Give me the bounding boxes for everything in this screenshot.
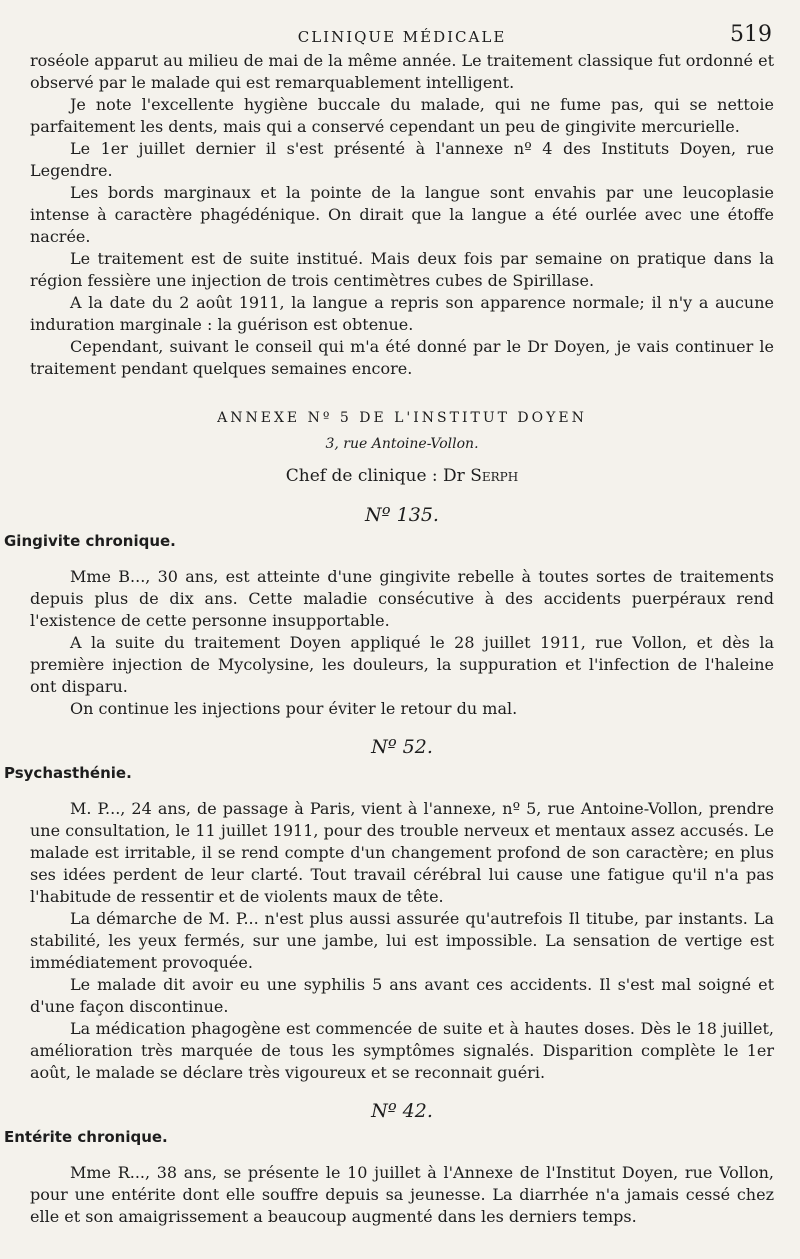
paragraph: Mme R..., 38 ans, se présente le 10 juillet à l'Annexe de l'Institut Doyen, rue Vollon, pour une entérite dont elle souffre depuis sa jeunesse. La diarrhée n'a jamais cessé chez elle et son amaigrissement a beaucoup augmenté dans les derniers temps. bbox=[30, 1163, 774, 1226]
paragraph: On continue les injections pour éviter le retour du mal. bbox=[70, 699, 518, 718]
case-title: Psychasthénie. bbox=[4, 764, 132, 782]
clinic-chief-label: Chef de clinique : Dr bbox=[285, 466, 465, 486]
paragraph: Le traitement est de suite institué. Mais deux fois par semaine on pratique dans la région fessière une injection de trois centimètres cubes de Spirillase. bbox=[30, 249, 774, 290]
paragraph: Le malade dit avoir eu une syphilis 5 ans avant ces accidents. Il s'est mal soigné et d'une façon discontinue. bbox=[30, 975, 774, 1016]
case-number: Nº 42. bbox=[371, 1100, 433, 1122]
clinic-chief bbox=[30, 466, 774, 486]
paragraph: Mme B..., 30 ans, est atteinte d'une gingivite rebelle à toutes sortes de traitements depuis plus de dix ans. Cette maladie consécutive à des accidents puerpéraux rend l'existence de cette personne insupportable. bbox=[30, 567, 774, 630]
case-number: Nº 135. bbox=[365, 504, 439, 526]
paragraph: roséole apparut au milieu de mai de la même année. Le traitement classique fut ordonné et observé par le malade qui est remarquablement intelligent. bbox=[30, 51, 774, 92]
case-body bbox=[30, 566, 774, 720]
paragraph: Les bords marginaux et la pointe de la langue sont envahis par une leucoplasie intense à caractère phagédénique. On dirait que la langue a été ourlée avec une étoffe nacrée. bbox=[30, 183, 774, 246]
paragraph: A la suite du traitement Doyen appliqué le 28 juillet 1911, rue Vollon, et dès la première injection de Mycolysine, les douleurs, la suppuration et l'infection de l'haleine ont disparu. bbox=[30, 633, 774, 696]
running-header bbox=[30, 0, 774, 50]
paragraph: A la date du 2 août 1911, la langue a repris son apparence normale; il n'y a aucune induration marginale : la guérison est obtenue. bbox=[30, 293, 774, 334]
body-text bbox=[30, 50, 774, 380]
case-body bbox=[30, 1162, 774, 1228]
case-number: Nº 52. bbox=[371, 736, 433, 758]
case-title: Gingivite chronique. bbox=[4, 532, 176, 550]
case-body bbox=[30, 798, 774, 1084]
page-number: 519 bbox=[730, 22, 772, 47]
paragraph: Le 1er juillet dernier il s'est présenté à l'annexe nº 4 des Instituts Doyen, rue Legendre. bbox=[30, 139, 774, 180]
case-title: Entérite chronique. bbox=[4, 1128, 168, 1146]
paragraph: Cependant, suivant le conseil qui m'a été donné par le Dr Doyen, je vais continuer le traitement pendant quelques semaines encore. bbox=[30, 337, 774, 378]
paragraph: M. P..., 24 ans, de passage à Paris, vient à l'annexe, nº 5, rue Antoine-Vollon, prendre une consultation, le 11 juillet 1911, pour des trouble nerveux et mentaux assez accusés. Le malade est irritable, il se rend compte d'un changement profond de son caractère; en plus ses idées perdent de leur clarté. Tout travail cérébral lui cause une fatigue qu'il n'a pas l'habitude de ressentir et de violents maux de tête. bbox=[30, 799, 774, 906]
paragraph: La médication phagogène est commencée de suite et à hautes doses. Dès le 18 juillet, amélioration très marquée de tous les symptômes signalés. Disparition complète le 1er août, le malade se déclare très vigoureux et se reconnait guéri. bbox=[30, 1019, 774, 1082]
paragraph: La démarche de M. P... n'est plus aussi assurée qu'autrefois Il titube, par instants. La stabilité, les yeux fermés, sur une jambe, lui est impossible. La sensation de vertige est immédiatement provoquée. bbox=[30, 909, 774, 972]
paragraph: Je note l'excellente hygiène buccale du malade, qui ne fume pas, qui se nettoie parfaitement les dents, mais qui a conservé cependant un peu de gingivite mercurielle. bbox=[30, 95, 774, 136]
running-title: CLINIQUE MÉDICALE bbox=[297, 28, 507, 46]
annex-address: 3, rue Antoine-Vollon. bbox=[325, 436, 479, 452]
annex-title: ANNEXE Nº 5 DE L'INSTITUT DOYEN bbox=[217, 410, 587, 426]
clinic-chief-name: Serph bbox=[470, 466, 519, 486]
